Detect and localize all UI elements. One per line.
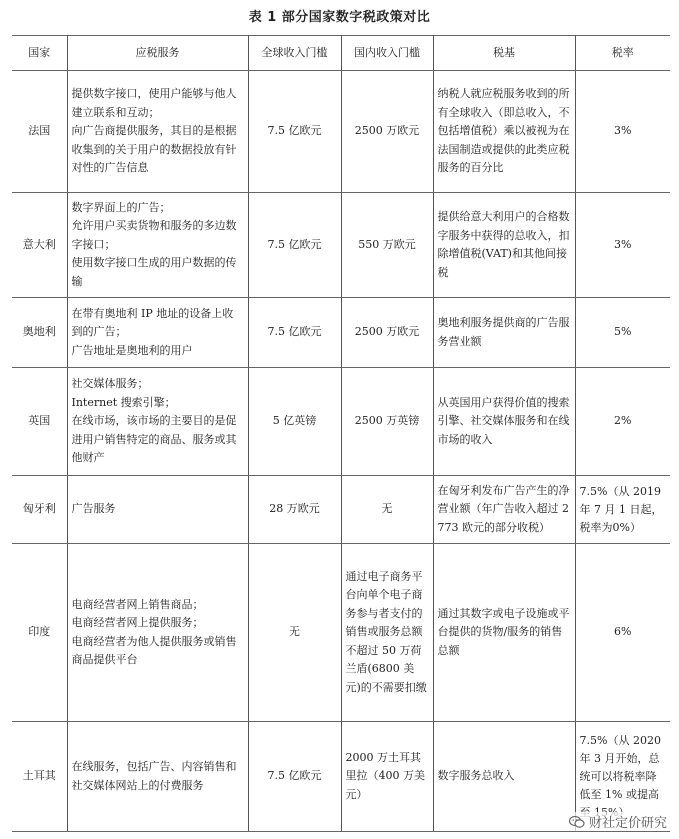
cell-services: 电商经营者网上销售商品； 电商经营者网上提供服务； 电商经营者为他人提供服务或销售商品提供平台 xyxy=(67,544,248,722)
cell-global-threshold: 7.5 亿欧元 xyxy=(248,71,341,193)
cell-tax-base: 提供给意大利用户的合格数字服务中获得的总收入，扣除增值税(VAT)和其他间接税 xyxy=(433,193,575,298)
cell-rate: 7.5%（从 2020 年 3 月开始，总统可以将税率降低至 1% 或提高 xyxy=(575,722,670,832)
cell-global-threshold: 5 亿英镑 xyxy=(248,368,341,476)
cell-country: 法国 xyxy=(12,71,67,193)
table-title: 表 1 部分国家数字税政策对比 xyxy=(248,10,431,25)
cell-tax-base: 数字服务总收入 xyxy=(433,722,575,832)
cell-global-threshold: 28 万欧元 xyxy=(248,476,341,544)
cell-domestic-threshold: 通过电子商务平台向单个电子商务参与者支付的销售或服务总额不超过 50 万荷兰盾(6800 美元)的不需要扣缴 xyxy=(341,544,433,722)
cell-country: 意大利 xyxy=(12,193,67,298)
table-row xyxy=(12,368,670,476)
cell-country: 土耳其 xyxy=(12,722,67,832)
cell-tax-base: 从英国用户获得价值的搜索引擎、社交媒体服务和在线市场的收入 xyxy=(433,368,575,476)
cell-global-threshold: 7.5 亿欧元 xyxy=(248,722,341,832)
cell-domestic-threshold: 2500 万欧元 xyxy=(341,71,433,193)
digital-tax-table xyxy=(12,35,670,832)
cell-services: 在带有奥地利 IP 地址的设备上收到的广告； 广告地址是奥地利的用户 xyxy=(67,298,248,368)
header-domestic-threshold: 国内收入门槛 xyxy=(341,36,433,71)
wechat-icon xyxy=(569,815,585,829)
watermark xyxy=(567,812,669,831)
cell-country: 奥地利 xyxy=(12,298,67,368)
cell-domestic-threshold: 550 万欧元 xyxy=(341,193,433,298)
cell-domestic-threshold: 2500 万英镑 xyxy=(341,368,433,476)
cell-domestic-threshold: 无 xyxy=(341,476,433,544)
table-row xyxy=(12,193,670,298)
cell-tax-base: 奥地利服务提供商的广告服务营业额 xyxy=(433,298,575,368)
cell-country: 匈牙利 xyxy=(12,476,67,544)
table-row xyxy=(12,71,670,193)
cell-tax-base: 通过其数字或电子设施或平台提供的货物/服务的销售总额 xyxy=(433,544,575,722)
table-row xyxy=(12,298,670,368)
cell-services: 在线服务，包括广告、内容销售和社交媒体网站上的付费服务 xyxy=(67,722,248,832)
header-row xyxy=(12,36,670,71)
cell-country: 英国 xyxy=(12,368,67,476)
cell-rate: 7.5%（从 2019 年 7 月 1 日起，税率为0%） xyxy=(575,476,670,544)
cell-rate: 3% xyxy=(575,71,670,193)
cell-rate: 2% xyxy=(575,368,670,476)
header-tax-base: 税基 xyxy=(433,36,575,71)
cell-services: 社交媒体服务； Internet 搜索引擎； 在线市场，该市场的主要目的是促进用户销售特定的商品、服务或其他财产 xyxy=(67,368,248,476)
cell-tax-base: 纳税人就应税服务收到的所有全球收入（即总收入，不包括增值税）乘以被视为在法国制造或提供的此类应税服务的百分比 xyxy=(433,71,575,193)
cell-rate: 6% xyxy=(575,544,670,722)
cell-global-threshold: 无 xyxy=(248,544,341,722)
cell-rate: 3% xyxy=(575,193,670,298)
cell-global-threshold: 7.5 亿欧元 xyxy=(248,193,341,298)
table-row xyxy=(12,544,670,722)
table-row xyxy=(12,476,670,544)
cell-country: 印度 xyxy=(12,544,67,722)
cell-tax-base: 在匈牙利发布广告产生的净营业额（年广告收入超过 2773 欧元的部分收税） xyxy=(433,476,575,544)
header-country: 国家 xyxy=(12,36,67,71)
cell-domestic-threshold: 2000 万土耳其里拉（400 万美元） xyxy=(341,722,433,832)
cell-services: 提供数字接口，使用户能够与他人建立联系和互动； 向广告商提供服务，其目的是根据收集到的关于用户的数据投放有针对性的广告信息 xyxy=(67,71,248,193)
header-rate: 税率 xyxy=(575,36,670,71)
header-global-threshold: 全球收入门槛 xyxy=(248,36,341,71)
cell-services: 广告服务 xyxy=(67,476,248,544)
cell-rate: 5% xyxy=(575,298,670,368)
cell-global-threshold: 7.5 亿欧元 xyxy=(248,298,341,368)
watermark-text: 财社定价研究 xyxy=(588,816,667,831)
cell-domestic-threshold: 2500 万欧元 xyxy=(341,298,433,368)
cell-services: 数字界面上的广告； 允许用户买卖货物和服务的多边数字接口； 使用数字接口生成的用户数据的传输 xyxy=(67,193,248,298)
header-services: 应税服务 xyxy=(67,36,248,71)
